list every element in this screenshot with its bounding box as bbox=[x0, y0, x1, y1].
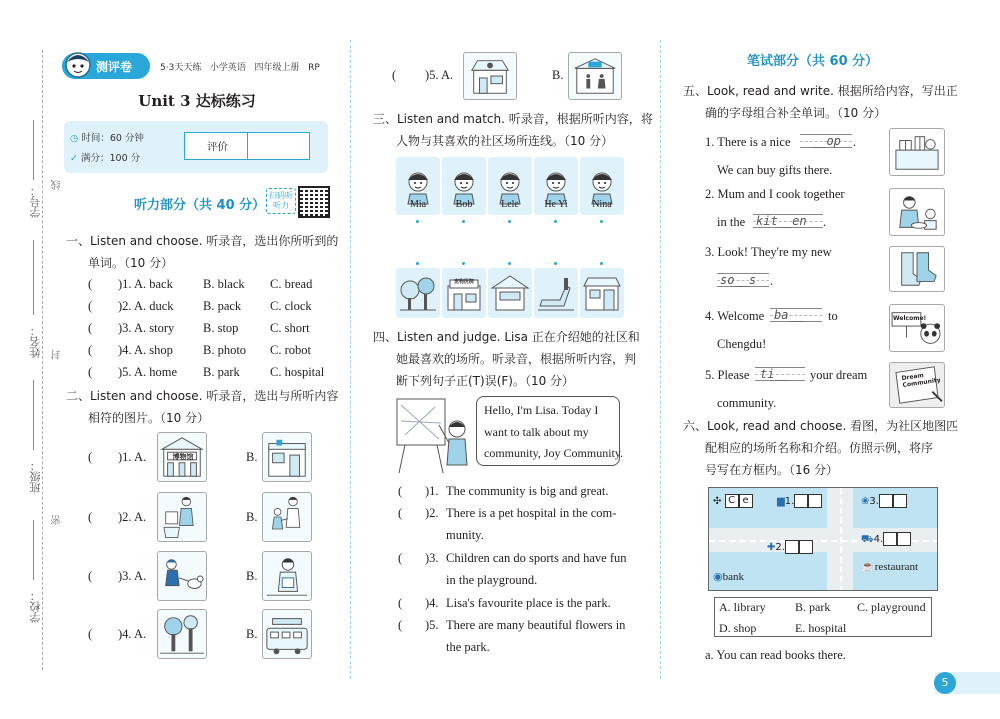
sec2-picture-a[interactable] bbox=[157, 492, 207, 542]
mascot-icon bbox=[64, 50, 92, 80]
map-box-3b[interactable] bbox=[893, 494, 907, 508]
sec1-row-a: )1. A. back bbox=[118, 277, 173, 291]
answer-paren[interactable]: ( bbox=[398, 506, 403, 520]
sec5-item5-cont: community. bbox=[717, 396, 777, 410]
header-badge bbox=[62, 53, 150, 79]
sec2-picture-a[interactable] bbox=[157, 432, 207, 482]
match-dot[interactable] bbox=[508, 220, 511, 223]
map-box-4a[interactable] bbox=[883, 532, 897, 546]
sec1-title-2: 单词。（10 分） bbox=[88, 256, 174, 270]
dream-sign: Dream Community bbox=[901, 372, 942, 390]
option-e: E. hospital bbox=[795, 621, 847, 635]
page-title: Unit 3 达标练习 bbox=[138, 92, 256, 110]
sec5-item5-answer[interactable]: ti__ bbox=[760, 367, 789, 381]
sec5-item4-cont: Chengdu! bbox=[717, 337, 767, 351]
sec4-title-1: 四、Listen and judge. Lisa 正在介绍她的社区和 bbox=[373, 330, 640, 344]
person-name: Mia bbox=[409, 199, 427, 210]
sec1-row-c: C. clock bbox=[270, 299, 312, 313]
sec2-row-b: B. bbox=[246, 510, 258, 524]
socks-picture bbox=[889, 246, 945, 292]
sec1-row-b: B. stop bbox=[203, 321, 239, 335]
sec5-item4-post: to bbox=[828, 309, 838, 323]
sec5-item2-pre: 2. Mum and I cook together bbox=[705, 187, 845, 201]
place-card[interactable] bbox=[580, 268, 624, 318]
sec2-picture-b[interactable] bbox=[262, 609, 312, 659]
sec2-row-num: )4. A. bbox=[118, 627, 147, 641]
grade: 四年级上册 bbox=[254, 63, 300, 73]
sec1-row-a: )4. A. shop bbox=[118, 343, 173, 357]
sec5-title-1: 五、Look, read and write. 根据所给内容，写出正 bbox=[683, 84, 958, 98]
sec5-item3-post: . bbox=[770, 274, 774, 288]
sec1-row-b: B. park bbox=[203, 365, 240, 379]
place-card[interactable] bbox=[488, 268, 532, 318]
seal-label: 封 bbox=[52, 350, 63, 360]
match-dot[interactable] bbox=[600, 220, 603, 223]
museum-sign: 博物馆 bbox=[172, 453, 194, 461]
secret-label: 密 bbox=[52, 515, 63, 525]
sec4-item-num: )3. bbox=[425, 551, 439, 565]
map-box-1a[interactable] bbox=[794, 494, 808, 508]
answer-paren[interactable]: ( bbox=[88, 299, 93, 313]
person-name: He Yi bbox=[544, 199, 568, 210]
sec1-row-c: C. robot bbox=[270, 343, 311, 357]
sec5-item5-post: your dream bbox=[810, 368, 868, 382]
option-c: C. playground bbox=[857, 600, 926, 614]
person-card[interactable] bbox=[442, 157, 486, 215]
sec6-title-1: 六、Look, read and choose. 看图，为社区地图匹 bbox=[683, 419, 959, 433]
sec4-item-text: There are many beautiful flowers in bbox=[446, 618, 626, 632]
map-box-3a[interactable] bbox=[879, 494, 893, 508]
answer-paren[interactable]: ( bbox=[88, 365, 93, 379]
sec2-picture-b[interactable] bbox=[262, 551, 312, 601]
place-card[interactable] bbox=[534, 268, 578, 318]
match-dot[interactable] bbox=[554, 262, 557, 265]
map-loc-e bbox=[713, 494, 753, 508]
map-loc-2: ✚2. bbox=[767, 540, 813, 554]
map-loc-3: ❀3. bbox=[861, 494, 907, 508]
sec2-row-num: )1. A. bbox=[118, 450, 147, 464]
sec2-row5-b: B. bbox=[552, 68, 564, 82]
bubble-line-3: community, Joy Community. bbox=[484, 446, 624, 460]
answer-paren[interactable]: ( bbox=[398, 484, 403, 498]
sec1-row-b: B. pack bbox=[203, 299, 242, 313]
person-card[interactable] bbox=[534, 157, 578, 215]
sec4-item-cont: in the playground. bbox=[446, 573, 538, 587]
answer-paren[interactable]: ( bbox=[88, 627, 93, 641]
edition: RP bbox=[308, 63, 320, 73]
sec5-item4-pre: 4. Welcome bbox=[705, 309, 765, 323]
sec5-item2-contpre: in the bbox=[717, 215, 746, 229]
sec1-row-c: C. bread bbox=[270, 277, 313, 291]
sec4-item-num: )2. bbox=[425, 506, 439, 520]
hospital-icon: ✚ bbox=[767, 542, 776, 553]
sec5-item4-answer[interactable]: ba__ bbox=[774, 308, 803, 322]
sec5-item1-cont: We can buy gifts there. bbox=[717, 163, 833, 177]
kitchen-picture bbox=[889, 188, 945, 236]
sec2-row-num: )3. A. bbox=[118, 569, 147, 583]
answer-paren[interactable]: ( bbox=[88, 450, 93, 464]
sec1-row-a: )5. A. home bbox=[118, 365, 178, 379]
answer-paren[interactable]: ( bbox=[398, 618, 403, 632]
match-dot[interactable] bbox=[554, 220, 557, 223]
person-name: Lele bbox=[501, 199, 519, 210]
map-box-4b[interactable] bbox=[897, 532, 911, 546]
sec5-item3-answer[interactable]: so__s bbox=[720, 273, 757, 287]
answer-paren[interactable]: ( bbox=[88, 510, 93, 524]
sec4-item-num: )4. bbox=[425, 596, 439, 610]
sec4-item-text: Children can do sports and have fun bbox=[446, 551, 627, 565]
windmill-icon: ✣ bbox=[713, 496, 722, 507]
sec2-row-num: )5. A. bbox=[425, 68, 454, 82]
check-icon: ✓ bbox=[70, 153, 78, 164]
sec5-item2-post: . bbox=[823, 215, 827, 229]
map-loc-restaurant: ☕restaurant bbox=[861, 561, 919, 573]
map-box-2a[interactable] bbox=[785, 540, 799, 554]
sec2-picture-b[interactable] bbox=[262, 432, 312, 482]
sec3-title-1: 三、Listen and match. 听录音，根据所听内容，将 bbox=[373, 112, 653, 126]
option-a: A. library bbox=[719, 600, 766, 614]
eval-label: 评价 bbox=[207, 141, 228, 153]
sec5-title-2: 确的字母组合补全单词。（10 分） bbox=[705, 106, 887, 120]
answer-paren[interactable]: ( bbox=[88, 277, 93, 291]
welcome-sign: Welcome! bbox=[893, 315, 927, 322]
sec2-title-2: 相符的图片。（10 分） bbox=[88, 411, 210, 425]
person-name: Nina bbox=[592, 199, 612, 210]
match-dot[interactable] bbox=[508, 262, 511, 265]
binding-margin bbox=[0, 0, 63, 719]
sec4-item-cont: the park. bbox=[446, 640, 490, 654]
sec1-title-1: 一、Listen and choose. 听录音，选出你所听到的 bbox=[66, 234, 339, 248]
school-label: 学校： bbox=[30, 590, 42, 623]
sec6-title-2: 配相应的场所名称和介绍。仿照示例，将序 bbox=[705, 441, 934, 455]
bubble-line-1: Hello, I'm Lisa. Today I bbox=[484, 403, 599, 417]
fountain-icon: ❀ bbox=[861, 496, 870, 507]
qr-note: 扫码听听力 bbox=[266, 188, 296, 214]
page-number: 5 bbox=[934, 672, 956, 694]
person-name: Bob bbox=[455, 199, 473, 210]
answer-paren[interactable]: ( bbox=[398, 551, 403, 565]
option-b: B. park bbox=[795, 600, 831, 614]
place-card[interactable] bbox=[442, 268, 486, 318]
sec1-row-a: )3. A. story bbox=[118, 321, 175, 335]
option-d: D. shop bbox=[719, 621, 757, 635]
class-label: 班级： bbox=[30, 460, 42, 493]
badge-label: 测评卷 bbox=[96, 60, 133, 74]
answer-paren[interactable]: ( bbox=[398, 596, 403, 610]
listening-header: 听力部分（共 40 分） bbox=[134, 198, 266, 213]
sec1-row-c: C. hospital bbox=[270, 365, 325, 379]
time-limit: 时间：60 分钟 bbox=[81, 133, 144, 144]
series-name: 5·3天天练 bbox=[160, 63, 202, 73]
clock-icon: ◷ bbox=[70, 133, 79, 144]
sec4-item-cont: munity. bbox=[446, 528, 484, 542]
sec4-item-num: )5. bbox=[425, 618, 439, 632]
person-card[interactable] bbox=[580, 157, 624, 215]
panda-welcome-picture bbox=[889, 304, 945, 352]
info-box bbox=[64, 121, 328, 173]
cart-icon: ⛟ bbox=[861, 534, 874, 545]
map-box-c[interactable]: C bbox=[725, 494, 739, 508]
options-box bbox=[714, 597, 932, 637]
community-map bbox=[708, 487, 938, 591]
answer-paren[interactable]: ( bbox=[88, 321, 93, 335]
sec5-item1-answer[interactable]: __op bbox=[812, 134, 841, 148]
map-loc-bank: ◉bank bbox=[713, 571, 744, 583]
sec2-picture-b[interactable] bbox=[262, 492, 312, 542]
place-card[interactable] bbox=[396, 268, 440, 318]
sec4-title-3: 断下列句子正(T)误(F)。（10 分） bbox=[396, 374, 575, 388]
sec4-title-2: 她最喜欢的场所。听录音，根据所听内容，判 bbox=[396, 352, 637, 366]
map-box-e[interactable]: e bbox=[739, 494, 753, 508]
sec5-item1-post: . bbox=[853, 135, 857, 149]
sec2-picture-a[interactable] bbox=[157, 609, 207, 659]
sec6-sentence-a: a. You can read books there. bbox=[705, 648, 846, 662]
sec6-title-3: 号写在方框内。（16 分） bbox=[705, 463, 839, 477]
answer-paren[interactable]: ( bbox=[88, 569, 93, 583]
sec1-row-b: B. black bbox=[203, 277, 245, 291]
full-score: 满分：100 分 bbox=[81, 153, 141, 164]
bubble-line-2: want to talk about my bbox=[484, 425, 589, 439]
match-dot[interactable] bbox=[600, 262, 603, 265]
sec3-title-2: 人物与其喜欢的社区场所连线。（10 分） bbox=[396, 134, 614, 148]
speech-bubble bbox=[476, 396, 624, 466]
written-header: 笔试部分（共 60 分） bbox=[747, 54, 879, 69]
pet-hospital-sign: 宠物医院 bbox=[453, 279, 474, 285]
map-box-2b[interactable] bbox=[799, 540, 813, 554]
toilet-picture-b[interactable] bbox=[568, 52, 622, 100]
sec5-item5-pre: 5. Please bbox=[705, 368, 750, 382]
sec2-row-b: B. bbox=[246, 450, 258, 464]
map-loc-4: ⛟4. bbox=[861, 532, 911, 547]
match-dot[interactable] bbox=[416, 220, 419, 223]
sec5-item1-pre: 1. There is a nice bbox=[705, 135, 791, 149]
match-dot[interactable] bbox=[462, 262, 465, 265]
sec2-picture-a[interactable] bbox=[157, 551, 207, 601]
sec4-item-text: Lisa's favourite place is the park. bbox=[446, 596, 611, 610]
sec2-row-num: )2. A. bbox=[118, 510, 147, 524]
person-card[interactable] bbox=[396, 157, 440, 215]
line-label: 线 bbox=[52, 180, 63, 190]
sec2-row-b: B. bbox=[246, 569, 258, 583]
lisa-illustration bbox=[395, 395, 475, 475]
sec5-item3-pre: 3. Look! They're my new bbox=[705, 245, 832, 259]
map-loc-1: ▆1. bbox=[777, 494, 822, 508]
person-card[interactable] bbox=[488, 157, 532, 215]
name-label: 姓名： bbox=[30, 325, 42, 358]
sec1-row-a: )2. A. duck bbox=[118, 299, 174, 313]
shop-picture-a[interactable] bbox=[463, 52, 517, 100]
sec2-title-1: 二、Listen and choose. 听录音，选出与所听内容 bbox=[66, 389, 339, 403]
dream-community-picture bbox=[889, 362, 945, 408]
book-icon: ▆ bbox=[777, 496, 785, 507]
map-box-1b[interactable] bbox=[808, 494, 822, 508]
sec1-row-c: C. short bbox=[270, 321, 310, 335]
subject: 小学英语 bbox=[209, 63, 246, 73]
match-dot[interactable] bbox=[462, 220, 465, 223]
sec4-item-num: )1. bbox=[425, 484, 439, 498]
food-icon: ☕ bbox=[861, 561, 875, 573]
sec1-row-b: B. photo bbox=[203, 343, 247, 357]
sec4-item-text: There is a pet hospital in the com- bbox=[446, 506, 617, 520]
eval-field[interactable] bbox=[248, 133, 309, 159]
match-dot[interactable] bbox=[416, 262, 419, 265]
sec5-item2-answer[interactable]: kit__en bbox=[756, 214, 807, 228]
student-id-label: 学号： bbox=[30, 185, 42, 218]
answer-paren[interactable]: ( bbox=[88, 343, 93, 357]
sec4-item-text: The community is big and great. bbox=[446, 484, 609, 498]
sec2-row-b: B. bbox=[246, 627, 258, 641]
qr-code[interactable] bbox=[298, 186, 330, 218]
bank-icon: ◉ bbox=[713, 571, 723, 583]
gift-shop-picture bbox=[889, 128, 945, 176]
